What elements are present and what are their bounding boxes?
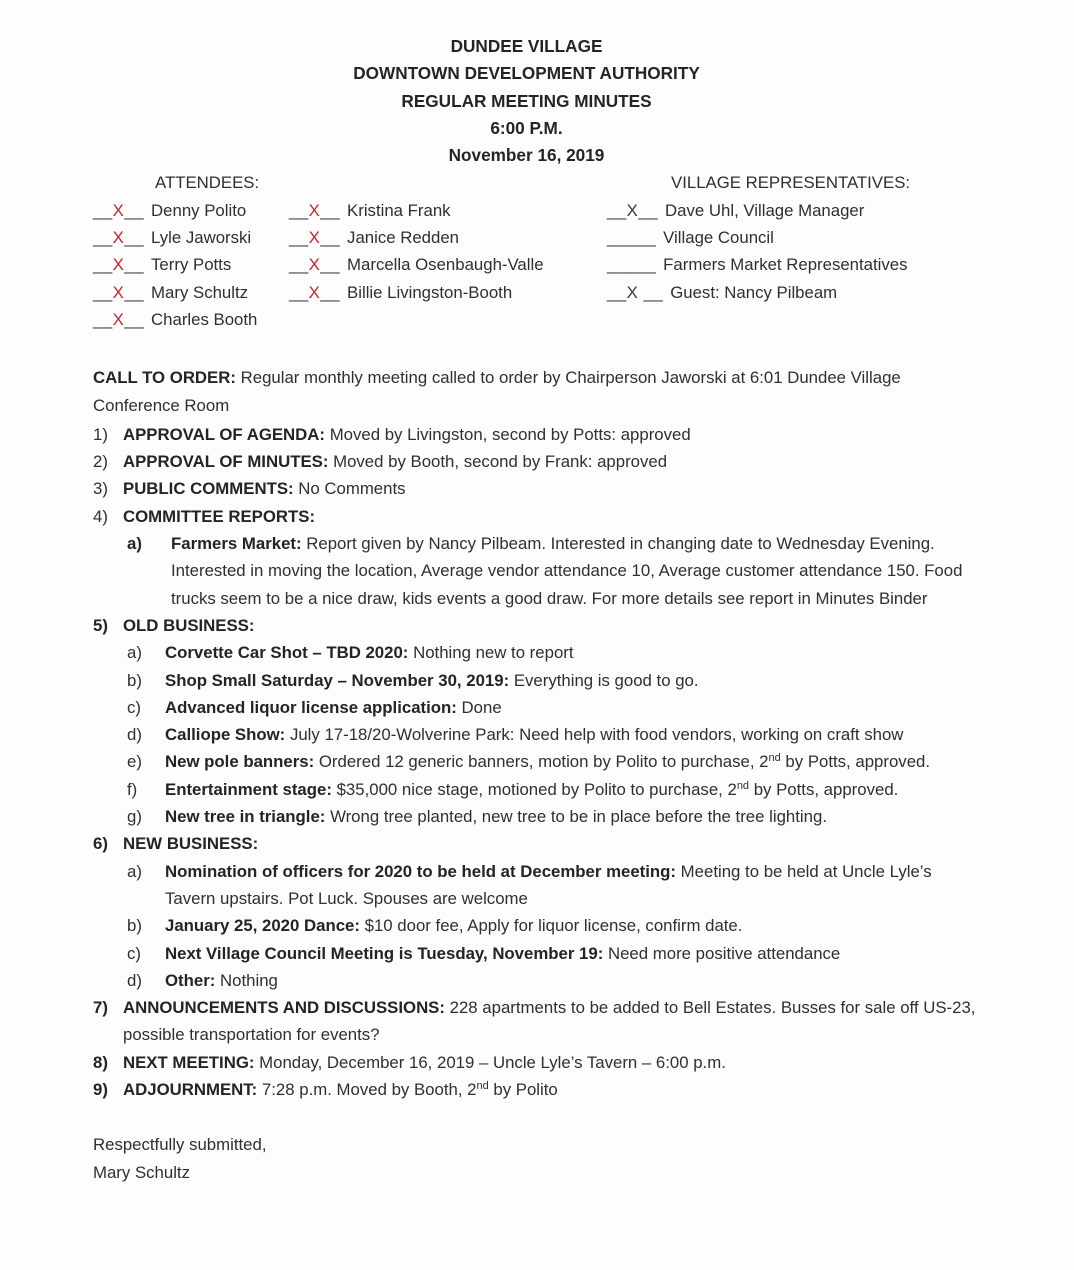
sub-item-text: July 17-18/20-Wolverine Park: Need help with food vendors, working on craft show [289,725,904,745]
minutes-item-6 [93,830,988,857]
item-text: Moved by Booth, second by Frank: approved [333,452,668,472]
item-text: by Polito [488,1079,558,1099]
minutes-item-1 [93,421,988,448]
item-number: 4) [93,506,108,526]
sub-item-label: Entertainment stage: [165,779,332,799]
item-text: No Comments [298,479,406,499]
minutes-item-7 [93,994,988,1049]
village-representatives-heading: VILLAGE REPRESENTATIVES: [671,173,911,193]
sub-item-4a [93,530,988,612]
attendee-row [93,279,289,306]
sub-item-6a [93,858,988,913]
sub-item-text: Report given by Nancy Pilbeam. Interested in changing date to Wednesday Evening. Interested in moving the location, Average vendor attendance 10, Average customer attendance 150. Food trucks seem to be a nice draw, kids events a good draw. For more details see report in Minutes Binder [171,534,963,608]
representative-row [607,279,988,306]
checkbox-mark: __X__ [93,309,145,329]
title-org: DUNDEE VILLAGE [450,36,603,56]
item-text: 228 apartments to be added to Bell Estates. Busses for sale off US-23, possible transportation for events? [123,998,976,1045]
sub-item-text: Everything is good to go. [513,670,699,690]
title-doc-type: REGULAR MEETING MINUTES [401,90,652,111]
sub-item-letter: c) [127,697,141,717]
attendee-name: Terry Potts [151,255,232,275]
attendee-row [93,251,289,278]
sub-item-text: Ordered 12 generic banners, motion by Polito to purchase, 2 [318,752,769,772]
checkbox-mark: __X__ [289,282,341,302]
attendee-row [289,251,607,278]
checkbox-mark: __X__ [289,200,341,220]
title-authority: DOWNTOWN DEVELOPMENT AUTHORITY [353,63,700,84]
call-to-order-label: CALL TO ORDER: [93,368,236,388]
sub-item-letter: a) [127,534,142,554]
checkbox-mark: _____ [607,228,657,248]
item-label: ANNOUNCEMENTS AND DISCUSSIONS: [123,998,445,1018]
sub-item-label: Shop Small Saturday – November 30, 2019: [165,670,510,690]
attendee-name: Marcella Osenbaugh-Valle [347,255,544,275]
title-time: 6:00 P.M. [490,117,563,138]
checkbox-mark: __X__ [93,282,145,302]
sub-item-5e [93,748,988,775]
closing-salutation: Respectfully submitted, [93,1135,267,1155]
sub-item-label: Calliope Show: [165,725,286,745]
sub-item-6b [93,912,988,939]
attendee-name: Lyle Jaworski [151,228,252,248]
minutes-item-2 [93,448,988,475]
sub-item-text: by Potts, approved. [749,779,899,799]
item-label: OLD BUSINESS: [123,615,255,635]
minutes-item-4 [93,503,988,530]
attendees-block [93,169,607,333]
representative-name: Dave Uhl, Village Manager [665,200,865,220]
sub-item-6c [93,940,988,967]
minutes-item-3 [93,475,988,502]
item-label: COMMITTEE REPORTS: [123,506,316,526]
sub-item-letter: b) [127,670,142,690]
sub-item-letter: a) [127,643,142,663]
sub-item-text: Nothing [220,970,278,990]
call-to-order-paragraph [93,364,988,419]
attendees-column-2 [289,197,607,333]
sub-item-5g [93,803,988,830]
sub-item-letter: d) [127,970,142,990]
sub-item-5c [93,694,988,721]
ordinal-superscript: nd [476,1079,489,1092]
checkbox-mark: _____ [607,255,657,275]
sub-item-text: Wrong tree planted, new tree to be in place before the tree lighting. [330,807,827,827]
sub-item-text: $10 door fee, Apply for liquor license, confirm date. [364,916,743,936]
item-number: 1) [93,424,108,444]
sub-item-label: Advanced liquor license application: [165,697,457,717]
checkbox-mark: __X__ [93,200,145,220]
attendees-columns [93,197,607,333]
minutes-list [93,421,988,1103]
item-number: 6) [93,834,108,854]
item-label: NEXT MEETING: [123,1052,255,1072]
attendee-row [93,197,289,224]
sub-item-letter: f) [127,779,138,799]
sub-item-text: $35,000 nice stage, motioned by Polito to purchase, 2 [336,779,737,799]
attendee-row [289,279,607,306]
item-text: Moved by Livingston, second by Potts: approved [329,424,691,444]
sub-item-text: Done [461,697,502,717]
sub-item-5f [93,776,988,803]
representative-row [607,197,988,224]
sub-item-text: Nothing new to report [413,643,574,663]
closing-signature-name: Mary Schultz [93,1162,190,1182]
attendee-name: Mary Schultz [151,282,249,302]
sub-item-letter: b) [127,916,142,936]
sub-item-5b [93,667,988,694]
attendee-name: Denny Polito [151,200,247,220]
checkbox-mark: __X__ [93,255,145,275]
representative-row [607,224,988,251]
sub-item-letter: c) [127,943,141,963]
item-text: Monday, December 16, 2019 – Uncle Lyle’s Tavern – 6:00 p.m. [259,1052,726,1072]
sub-item-5d [93,721,988,748]
representative-name: Farmers Market Representatives [663,255,908,275]
representative-name: Village Council [663,228,774,248]
ordinal-superscript: nd [736,779,750,792]
sub-item-label: New pole banners: [165,752,315,772]
item-label: ADJOURNMENT: [123,1079,258,1099]
sub-item-text: Meeting to be held at Uncle Lyle’s Tavern upstairs. Pot Luck. Spouses are welcome [165,861,932,908]
attendees-heading: ATTENDEES: [155,173,260,193]
call-to-order-text: Regular monthly meeting called to order by Chairperson Jaworski at 6:01 Dundee Village Conference Room [93,368,901,415]
sub-item-letter: g) [127,807,142,827]
attendee-row [93,224,289,251]
attendee-row [289,224,607,251]
closing-block [93,1131,988,1186]
checkbox-mark: __X__ [289,228,341,248]
attendees-column-1 [93,197,289,333]
checkbox-mark: __X__ [607,200,659,220]
attendee-name: Janice Redden [347,228,460,248]
sub-item-text: Need more positive attendance [607,943,841,963]
attendee-name: Billie Livingston-Booth [347,282,513,302]
attendance-section [93,169,988,333]
item-number: 7) [93,998,108,1018]
representative-name: Guest: Nancy Pilbeam [670,282,838,302]
sub-item-label: Nomination of officers for 2020 to be held at December meeting: [165,861,676,881]
item-number: 5) [93,615,108,635]
sub-item-label: Next Village Council Meeting is Tuesday, November 19: [165,943,604,963]
village-representatives-block [607,169,988,333]
checkbox-mark: __X__ [93,228,145,248]
minutes-item-5 [93,612,988,639]
sub-item-label: Corvette Car Shot – TBD 2020: [165,643,409,663]
item-number: 3) [93,479,108,499]
item-label: NEW BUSINESS: [123,834,259,854]
sub-item-label: New tree in triangle: [165,807,326,827]
sub-item-6d [93,967,988,994]
representative-row [607,251,988,278]
attendee-row [289,197,607,224]
ordinal-superscript: nd [768,752,781,765]
item-label: APPROVAL OF AGENDA: [123,424,326,444]
checkbox-mark: __X__ [289,255,341,275]
sub-item-text: by Potts, approved. [780,752,931,772]
item-number: 9) [93,1079,108,1099]
minutes-item-8 [93,1049,988,1076]
sub-item-label: Farmers Market: [171,534,302,554]
title-date: November 16, 2019 [448,145,605,166]
document-title-block [93,33,988,169]
item-number: 2) [93,452,108,472]
item-label: APPROVAL OF MINUTES: [123,452,329,472]
sub-item-letter: e) [127,752,142,772]
sub-item-letter: d) [127,725,142,745]
attendee-name: Charles Booth [151,309,258,329]
sub-item-label: Other: [165,970,216,990]
sub-item-letter: a) [127,861,142,881]
item-number: 8) [93,1052,108,1072]
sub-item-label: January 25, 2020 Dance: [165,916,360,936]
item-label: PUBLIC COMMENTS: [123,479,294,499]
item-text: 7:28 p.m. Moved by Booth, 2 [261,1079,477,1099]
attendee-name: Kristina Frank [347,200,451,220]
minutes-item-9 [93,1076,988,1103]
sub-item-5a [93,639,988,666]
attendee-row [93,306,289,333]
checkbox-mark: __X __ [607,282,664,302]
